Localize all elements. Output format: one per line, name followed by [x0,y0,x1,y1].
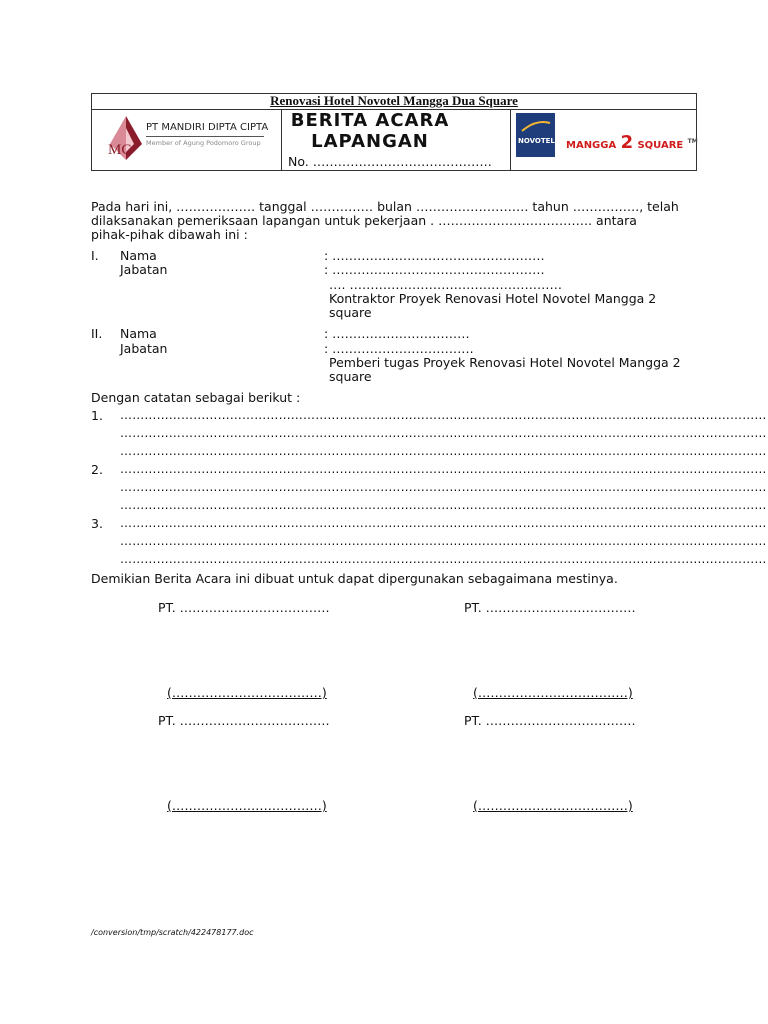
party2-nama-label: Nama [120,326,157,341]
party1-nama-value: : …………………………………………… [324,248,545,263]
signature-name-4: (………………………………) [473,798,633,813]
signature-pt-4: PT. ……………………………… [464,713,636,728]
closing-statement: Demikian Berita Acara ini dibuat untuk dapat dipergunakan sebagaimana mestinya. [91,571,618,586]
signature-pt-3: PT. ……………………………… [158,713,330,728]
intro-line-1: Pada hari ini, ………………. tanggal …………… bulan ……………………… tahun ……………., telah [91,199,679,214]
note-2-line-2: …………………………………………………………………………………………………………………………………………… [120,480,767,494]
note-3-line-3: …………………………………………………………………………………………………………………………………………… [120,552,767,566]
document-title [282,110,458,152]
mangga-logo-square: SQUARE [637,140,684,151]
note-3-number: 3. [91,516,103,531]
footer-file-path: /conversion/tmp/scratch/422478177.doc [91,928,254,937]
party2-number: II. [91,326,103,341]
document-title-line1: BERITA ACARA [290,110,450,131]
note-2-number: 2. [91,462,103,477]
party1-jabatan-value: : …………………………………………… [324,262,545,277]
signature-name-3: (………………………………) [167,798,327,813]
note-1-line-2: …………………………………………………………………………………………………………………………………………… [120,426,767,440]
party1-number: I. [91,248,99,263]
party2-jabatan-value: : ……………………………. [324,341,474,356]
signature-name-2: (………………………………) [473,685,633,700]
party1-nama-label: Nama [120,248,157,263]
mangga-logo-tm: TM [687,137,698,145]
party1-role-line2: square [329,305,372,320]
document-number: No. ……………………………………. [288,154,492,169]
signature-pt-1: PT. ……………………………… [158,600,330,615]
mangga-logo-word: MANGGA [566,140,617,151]
project-title: Renovasi Hotel Novotel Mangga Dua Square [92,94,696,110]
note-2-line-1: …………………………………………………………………………………………………………………………………………… [120,462,767,476]
note-1-line-3: …………………………………………………………………………………………………………………………………………… [120,444,767,458]
party1-extra-value: …. …………………………………………… [329,277,562,292]
intro-line-2: dilaksanakan pemeriksaan lapangan untuk pekerjaan . ………………………………. antara [91,213,637,228]
note-3-line-2: …………………………………………………………………………………………………………………………………………… [120,534,767,548]
note-2-line-3: …………………………………………………………………………………………………………………………………………… [120,498,767,512]
party1-role-line1: Kontraktor Proyek Renovasi Hotel Novotel Mangga 2 [329,291,657,306]
note-3-line-1: …………………………………………………………………………………………………………………………………………… [120,516,767,530]
company-initials: MC [108,142,132,158]
party1-jabatan-label: Jabatan [120,262,168,277]
note-1-number: 1. [91,408,103,423]
party2-role-line1: Pemberi tugas Proyek Renovasi Hotel Novotel Mangga 2 [329,355,681,370]
notes-heading: Dengan catatan sebagai berikut : [91,390,301,405]
company-subtitle: Member of Agung Podomoro Group [146,139,261,147]
novotel-logo [516,113,555,157]
mangga-logo [566,132,698,153]
signature-pt-2: PT. ……………………………… [464,600,636,615]
company-name: PT MANDIRI DIPTA CIPTA [146,122,269,133]
signature-name-1: (………………………………) [167,685,327,700]
novotel-swoosh-icon [516,113,555,157]
mangga-logo-number: 2 [620,132,634,153]
novotel-logo-text: NOVOTEL [518,137,555,145]
intro-line-3: pihak-pihak dibawah ini : [91,227,248,242]
document-title-line2: LAPANGAN [311,131,429,152]
party2-role-line2: square [329,369,372,384]
note-1-line-1: …………………………………………………………………………………………………………………………………………… [120,408,767,422]
header-box [91,93,697,171]
header-divider-right [510,109,511,170]
party2-jabatan-label: Jabatan [120,341,168,356]
company-name-rule [146,136,264,137]
party2-nama-value: : …………………………… [324,326,470,341]
